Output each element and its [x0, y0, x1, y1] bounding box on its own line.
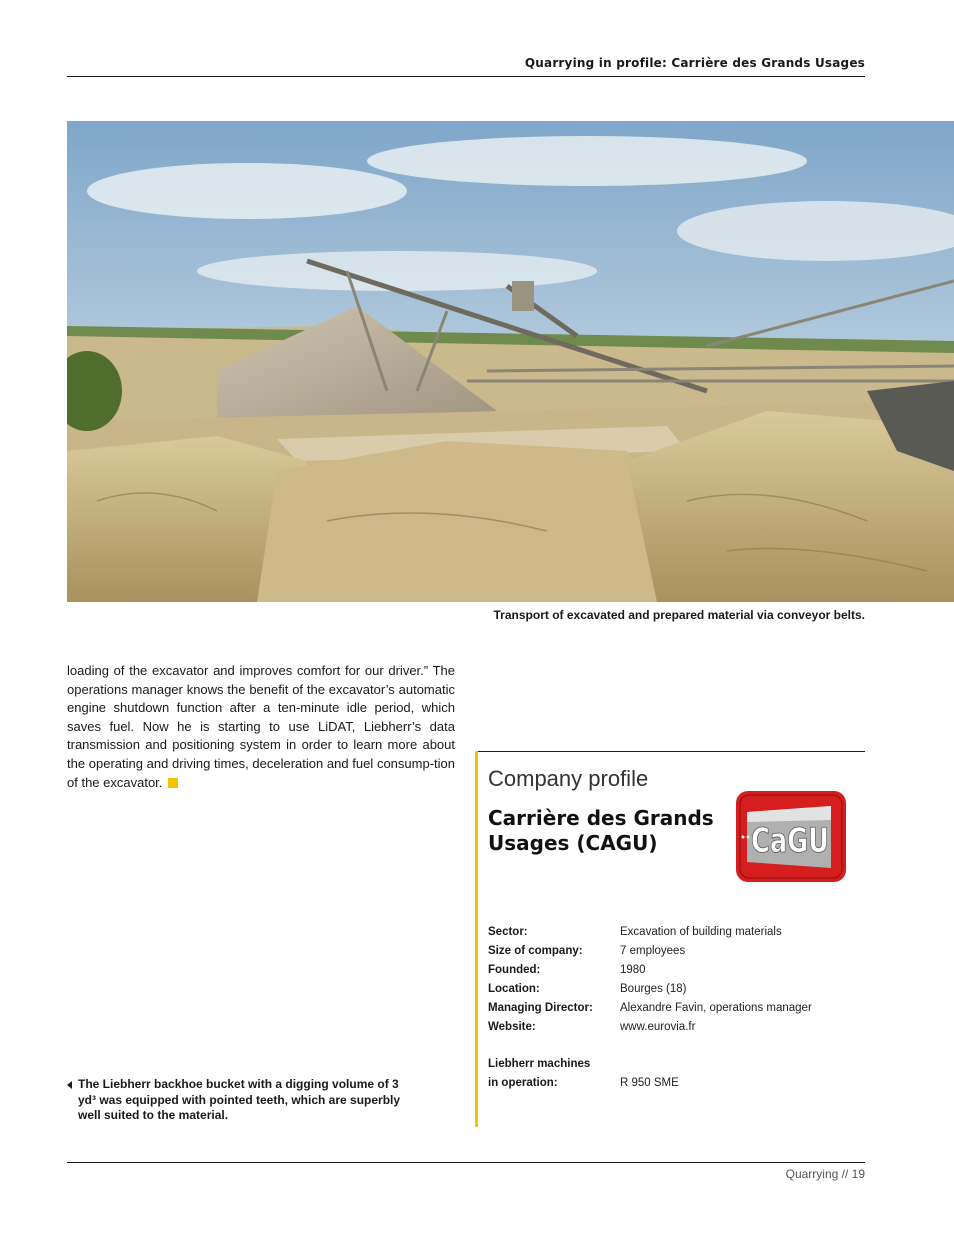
footer-rule: [67, 1162, 865, 1163]
fact-row-managing-director: [488, 1002, 868, 1020]
fact-row-machines-label: [488, 1058, 868, 1076]
fact-row-founded: [488, 964, 868, 982]
website-link[interactable]: www.eurovia.fr: [620, 1021, 696, 1033]
fact-label: Founded:: [488, 964, 541, 976]
fact-label: Size of company:: [488, 945, 583, 957]
bucket-caption-text: The Liebherr backhoe bucket with a digging volume of 3 yd³ was equipped with pointed teeth, which are superbly well suited to the material.: [78, 1077, 401, 1122]
fact-row-sector: [488, 926, 868, 944]
caret-left-icon: [67, 1081, 72, 1089]
photo-caption: Transport of excavated and prepared material via conveyor belts.: [493, 608, 865, 622]
cagu-logo: [735, 790, 847, 883]
company-name: Carrière des Grands Usages (CAGU): [488, 806, 714, 855]
running-header: Quarrying in profile: Carrière des Grands Usages: [524, 56, 865, 70]
fact-label: Website:: [488, 1021, 536, 1033]
profile-heading: Company profile: [488, 766, 649, 791]
quarry-photo: [67, 121, 954, 602]
fact-row-machines: [488, 1077, 868, 1095]
fact-label: Location:: [488, 983, 540, 995]
fact-value: 7 employees: [620, 945, 686, 957]
profile-top-rule: [477, 751, 865, 752]
fact-value: Excavation of building materials: [620, 926, 782, 938]
fact-label: Managing Director:: [488, 1002, 593, 1014]
logo-wordmark: CaGU: [751, 821, 829, 861]
fact-label: Sector:: [488, 926, 528, 938]
profile-accent-bar: [475, 751, 478, 1127]
body-paragraph: loading of the excavator and improves comfort for our driver.” The operations manager knows the benefit of the excavator’s automatic engine shutdown function after a ten-minute idle period, which saves fuel. Now he is starting to use LiDAT, Liebherr’s data transmission and positioning system in order to learn more about the operating and driving times, deceleration and fuel consump-tion of the excavator.: [67, 663, 455, 790]
body-text: [67, 662, 455, 792]
fact-row-size: [488, 945, 868, 963]
page-footer: Quarrying // 19: [785, 1167, 865, 1181]
end-of-article-mark: [168, 778, 178, 788]
fact-value: R 950 SME: [620, 1077, 679, 1089]
bucket-caption: [67, 1077, 417, 1124]
fact-row-location: [488, 983, 868, 1001]
fact-value: 1980: [620, 964, 646, 976]
fact-label: Liebherr machines: [488, 1058, 591, 1070]
fact-row-website: [488, 1021, 868, 1039]
header-rule: [67, 76, 865, 77]
fact-label: in operation:: [488, 1077, 558, 1089]
fact-value: Bourges (18): [620, 983, 687, 995]
fact-value: Alexandre Favin, operations manager: [620, 1002, 812, 1014]
